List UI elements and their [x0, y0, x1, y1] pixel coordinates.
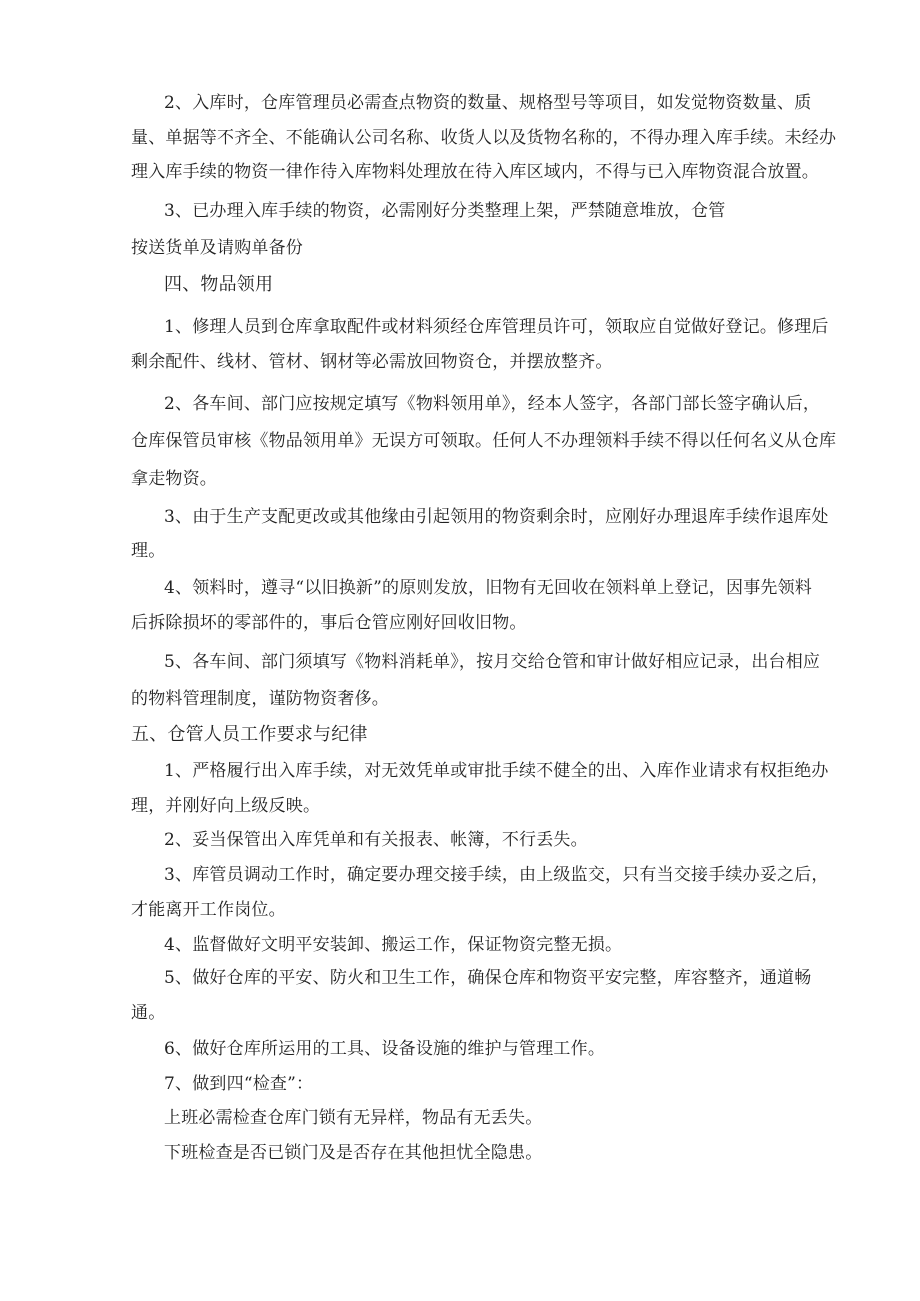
s4-item3-line1: 3、由于生产支配更改或其他缘由引起领用的物资剩余时，应刚好办理退库手续作退库处	[164, 507, 829, 527]
s4-item1-line2: 剩余配件、线材、管材、钢材等必需放回物资仓，并摆放整齐。	[131, 352, 613, 372]
section4-title: 四、物品领用	[164, 274, 274, 295]
section5-title: 五、仓管人员工作要求与纪律	[131, 724, 368, 745]
s4-item5-line2: 的物料管理制度，谨防物资奢侈。	[131, 689, 389, 709]
s3-item3-line2: 按送货单及请购单备份	[131, 238, 303, 258]
s5-item4: 4、监督做好文明平安装卸、搬运工作，保证物资完整无损。	[164, 935, 623, 955]
s5-check2: 下班检查是否已锁门及是否存在其他担忧全隐患。	[164, 1143, 543, 1163]
s5-item3-line1: 3、库管员调动工作时，确定要办理交接手续，由上级监交，只有当交接手续办妥之后，	[164, 865, 829, 885]
s4-item1-line1: 1、修理人员到仓库拿取配件或材料须经仓库管理员许可，领取应自觉做好登记。修理后	[164, 317, 829, 337]
s5-item5-line2: 通。	[131, 1003, 166, 1023]
s5-item1-line2: 理，并刚好向上级反映。	[131, 796, 321, 816]
s3-item2-line1: 2、入库时，仓库管理员必需查点物资的数量、规格型号等项目，如发觉物资数量、质	[164, 93, 812, 113]
s3-item3-line1: 3、已办理入库手续的物资，必需刚好分类整理上架，严禁随意堆放，仓管	[164, 201, 726, 221]
s4-item3-line2: 理。	[131, 541, 166, 561]
s5-item5-line1: 5、做好仓库的平安、防火和卫生工作，确保仓库和物资平安完整，库容整齐，通道畅	[164, 968, 812, 988]
s4-item2-line2: 仓库保管员审核《物品领用单》无误方可领取。任何人不办理领料手续不得以任何名义从仓库	[131, 431, 837, 451]
s5-item7: 7、做到四“检查”：	[164, 1074, 314, 1094]
s4-item4-line1: 4、领料时，遵寻“以旧换新”的原则发放，旧物有无回收在领料单上登记，因事先领料	[164, 578, 812, 598]
s5-item2: 2、妥当保管出入库凭单和有关报表、帐簿，不行丢失。	[164, 830, 588, 850]
s4-item5-line1: 5、各车间、部门须填写《物料消耗单》，按月交给仓管和审计做好相应记录，出台相应	[164, 652, 821, 672]
s5-item3-line2: 才能离开工作岗位。	[131, 900, 286, 920]
s3-item2-line2: 量、单据等不齐全、不能确认公司名称、收货人以及货物名称的，不得办理入库手续。未经办	[131, 128, 837, 148]
s4-item4-line2: 后拆除损坏的零部件的，事后仓管应刚好回收旧物。	[131, 613, 527, 633]
s4-item2-line3: 拿走物资。	[131, 469, 217, 489]
s5-item1-line1: 1、严格履行出入库手续，对无效凭单或审批手续不健全的出、入库作业请求有权拒绝办	[164, 761, 829, 781]
s5-check1: 上班必需检查仓库门锁有无异样，物品有无丢失。	[164, 1108, 543, 1128]
s3-item2-line3: 理入库手续的物资一律作待入库物料处理放在待入库区域内，不得与已入库物资混合放置。	[131, 162, 819, 182]
s4-item2-line1: 2、各车间、部门应按规定填写《物料领用单》，经本人签字，各部门部长签字确认后，	[164, 394, 821, 414]
s5-item6: 6、做好仓库所运用的工具、设备设施的维护与管理工作。	[164, 1039, 606, 1059]
